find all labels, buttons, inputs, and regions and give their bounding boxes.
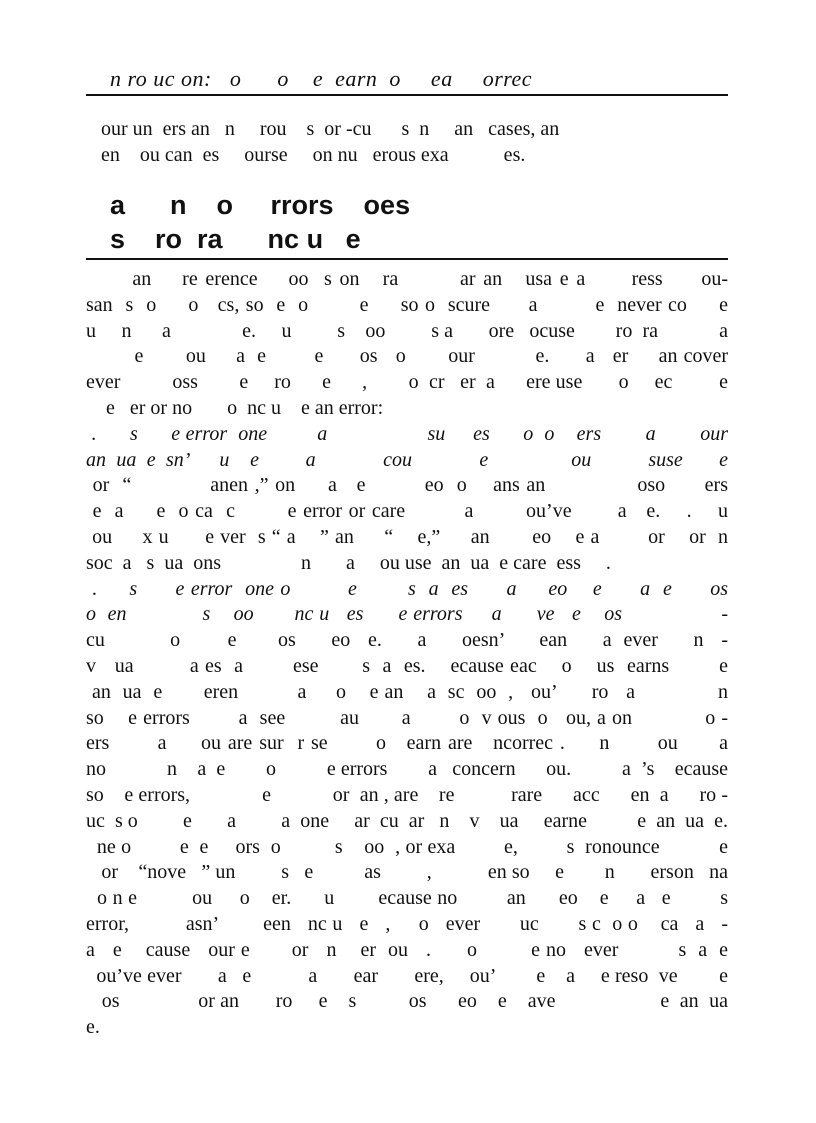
intro-paragraph bbox=[86, 116, 728, 168]
body-line: ers a ou are sur r se o earn are ncorrec . n ou a bbox=[86, 732, 728, 755]
body-line: ou’ve ever a e a ear ere, ou’ e a e reso ve e bbox=[86, 964, 728, 987]
body-line: ne o e e ors o s oo , or exa e, s ronounce e bbox=[86, 835, 728, 858]
body-line: or “nove ” un s e as , en so e n erson na bbox=[86, 861, 729, 884]
body-line: cu o e os eo e. a oesn’ ean a ever n - bbox=[86, 629, 728, 652]
section-heading-line: a n o rrors oes bbox=[110, 190, 411, 220]
body-line: ever oss e ro e , o cr er a ere use o ec e bbox=[86, 371, 728, 394]
body-line: error, asn’ een nc u e , o ever uc s c o o ca a - bbox=[86, 912, 728, 935]
section-heading bbox=[110, 188, 410, 256]
body-text bbox=[86, 267, 739, 1039]
body-line: ou x u e ver s “ a ” an “ e,” an eo e a or or n bbox=[86, 525, 728, 548]
body-line: an re erence oo s on ra ar an usa e a ress ou- bbox=[86, 268, 728, 290]
section-rule bbox=[86, 258, 728, 260]
body-line: u n a e. u s oo s a ore ocuse ro ra a bbox=[86, 319, 728, 342]
body-line: v ua a es a ese s a es. ecause eac o us earns e bbox=[86, 654, 728, 677]
body-line: . s e error one o e s a es a eo e a e os bbox=[86, 577, 728, 600]
body-line: os or an ro e s os eo e ave e an ua e. bbox=[86, 990, 739, 1039]
intro-line: en ou can es ourse on nu erous exa es. bbox=[86, 144, 526, 166]
body-line: a e cause our e or n er ou . o e no ever s a e bbox=[86, 938, 728, 961]
body-line: so e errors a see au a o v ous o ou, a on o - bbox=[86, 706, 728, 729]
body-line: uc s o e a a one ar cu ar n v ua earne e an ua e. bbox=[86, 809, 728, 832]
body-line: an ua e sn’ u e a cou e ou suse e bbox=[86, 448, 728, 471]
body-line: e ou a e e os o our e. a er an cover bbox=[86, 345, 729, 368]
intro-line: our un ers an n rou s or -cu s n an cases, an bbox=[86, 118, 560, 140]
body-line: e a e o ca c e error or care a ou’ve a e. . u bbox=[86, 500, 728, 523]
running-header: n ro uc on: o o e earn o ea orrec bbox=[110, 66, 533, 91]
body-line: o n e ou o er. u ecause no an eo e a e s bbox=[86, 887, 729, 910]
body-line: no n a e o e errors a concern ou. a ’s ecause bbox=[86, 758, 728, 781]
section-heading-line: s ro ra nc u e bbox=[110, 224, 361, 254]
body-line: or “ anen ,” on a e eo o ans an oso ers bbox=[86, 474, 728, 497]
body-line: soc a s ua ons n a ou use an ua e care ess . bbox=[86, 551, 611, 574]
header-rule bbox=[86, 94, 728, 96]
body-line: e er or no o nc u e an error: bbox=[86, 396, 384, 419]
body-line: san s o o cs, so e o e so o scure a e never co e bbox=[86, 293, 728, 316]
body-line: . s e error one a su es o o ers a our bbox=[86, 422, 728, 445]
body-line: an ua e eren a o e an a sc oo , ou’ ro a n bbox=[86, 680, 728, 703]
body-line: o en s oo nc u es e errors a ve e os - bbox=[86, 603, 728, 626]
body-line: so e errors, e or an , are re rare acc en a ro - bbox=[86, 783, 728, 806]
